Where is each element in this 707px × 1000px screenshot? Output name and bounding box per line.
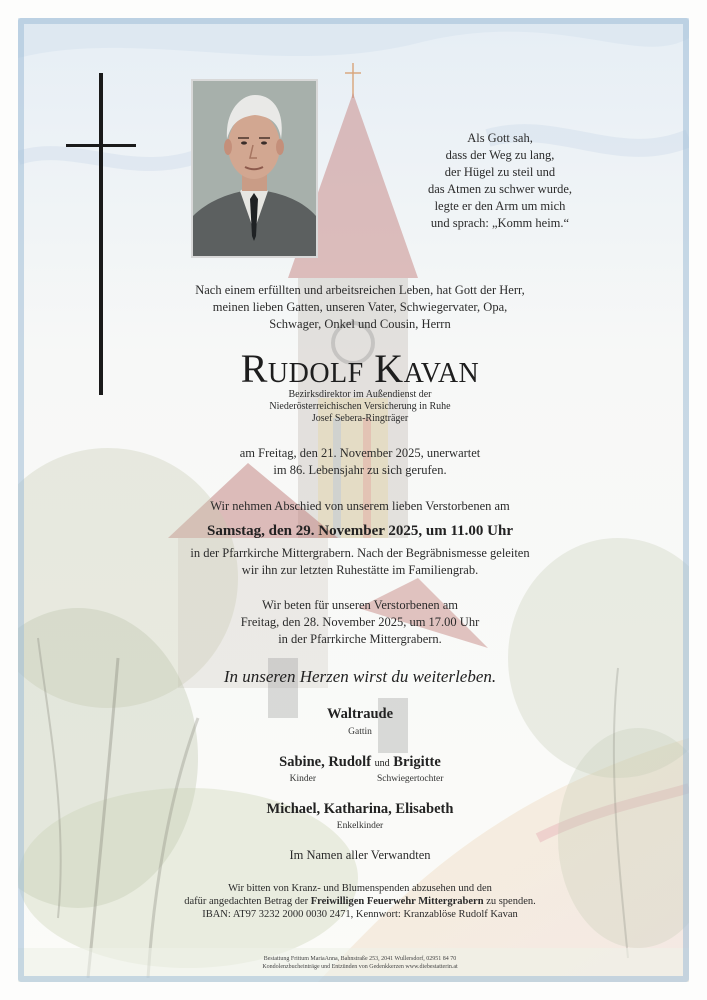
mourner-grandchildren-relation: Enkelkinder bbox=[336, 821, 384, 831]
mourner-grandchildren-names: Michael, Katharina, Elisabeth bbox=[266, 801, 454, 817]
funeral-home-footer bbox=[150, 955, 570, 971]
children-names: Sabine, Rudolf bbox=[279, 754, 372, 770]
cross-icon bbox=[66, 73, 138, 395]
donation-request bbox=[150, 882, 570, 921]
poem bbox=[400, 130, 600, 232]
poem-line: legte er den Arm um mich bbox=[434, 199, 566, 213]
prayer-line: Freitag, den 28. November 2025, um 17.00 Uhr bbox=[240, 615, 480, 629]
announcement-intro bbox=[150, 282, 570, 333]
poem-line: dass der Weg zu lang, bbox=[445, 148, 555, 162]
title-line: Bezirksdirektor im Außendienst der bbox=[288, 389, 432, 400]
portrait-photo bbox=[191, 79, 318, 258]
funeral-line: wir ihn zur letzten Ruhestätte im Familiengrab. bbox=[241, 563, 479, 577]
mourner-wife-relation: Gattin bbox=[348, 727, 372, 737]
intro-line: meinen lieben Gatten, unseren Vater, Schwiegervater, Opa, bbox=[212, 300, 508, 314]
beneficiary-name: Freiwilligen Feuerwehr Mittergrabern bbox=[310, 896, 484, 907]
mourner-children bbox=[150, 754, 570, 771]
prayer-line: in der Pfarrkirche Mittergrabern. bbox=[278, 632, 442, 646]
funeral-line: in der Pfarrkirche Mittergrabern. Nach der Begräbnismesse geleiten bbox=[190, 546, 530, 560]
poem-line: und sprach: „Komm heim.“ bbox=[430, 216, 570, 230]
death-line: am Freitag, den 21. November 2025, unerwartet bbox=[239, 446, 481, 460]
daughter-in-law-name: Brigitte bbox=[393, 754, 441, 770]
intro-line: Nach einem erfüllten und arbeitsreichen Leben, hat Gott der Herr, bbox=[195, 283, 525, 297]
title-line: Josef Sebera-Ringträger bbox=[311, 413, 409, 424]
footer-line: Kondolenzbucheinträge und Entzünden von Gedenkkerzen www.diebestatterin.at bbox=[262, 964, 458, 970]
request-pre: dafür angedachten Betrag der bbox=[184, 896, 311, 907]
mourner-children-relations bbox=[150, 774, 570, 784]
death-line: im 86. Lebensjahr zu sich gerufen. bbox=[273, 463, 447, 477]
funeral-place bbox=[150, 545, 570, 579]
funeral-date: Samstag, den 29. November 2025, um 11.00 Uhr bbox=[207, 523, 513, 539]
title-line: Niederösterreichischen Versicherung in Ruhe bbox=[269, 401, 451, 412]
poem-line: Als Gott sah, bbox=[467, 131, 533, 145]
prayer-line: Wir beten für unseren Verstorbenen am bbox=[261, 598, 459, 612]
mourner-wife-name: Waltraude bbox=[326, 706, 394, 722]
children-relation: Kinder bbox=[289, 774, 316, 784]
farewell-intro: Wir nehmen Abschied von unserem lieben Verstorbenen am bbox=[210, 499, 510, 513]
deceased-titles bbox=[150, 389, 570, 425]
prayer-notice bbox=[150, 597, 570, 648]
portrait-image bbox=[193, 81, 316, 256]
footer-line: Bestattung Frittum MariaAnna, Bahnstraße 253, 2041 Wullersdorf, 02951 84 70 bbox=[263, 956, 457, 962]
death-notice bbox=[150, 445, 570, 479]
request-line bbox=[150, 895, 570, 908]
iban-line: IBAN: AT97 3232 2000 0030 2471, Kennwort: Kranzablöse Rudolf Kavan bbox=[202, 909, 518, 920]
request-line: Wir bitten von Kranz- und Blumenspenden abzusehen und den bbox=[228, 883, 492, 894]
memorial-motto: In unseren Herzen wirst du weiterleben. bbox=[223, 667, 497, 686]
intro-line: Schwager, Onkel und Cousin, Herrn bbox=[269, 317, 451, 331]
family-signature: Im Namen aller Verwandten bbox=[289, 848, 431, 862]
daughter-in-law-relation: Schwiegertochter bbox=[376, 774, 444, 784]
deceased-name: Rudolf Kavan bbox=[240, 346, 480, 391]
poem-line: der Hügel zu steil und bbox=[444, 165, 556, 179]
poem-line: das Atmen zu schwer wurde, bbox=[427, 182, 573, 196]
children-conjunction: und bbox=[374, 758, 390, 769]
request-post: zu spenden. bbox=[483, 896, 536, 907]
